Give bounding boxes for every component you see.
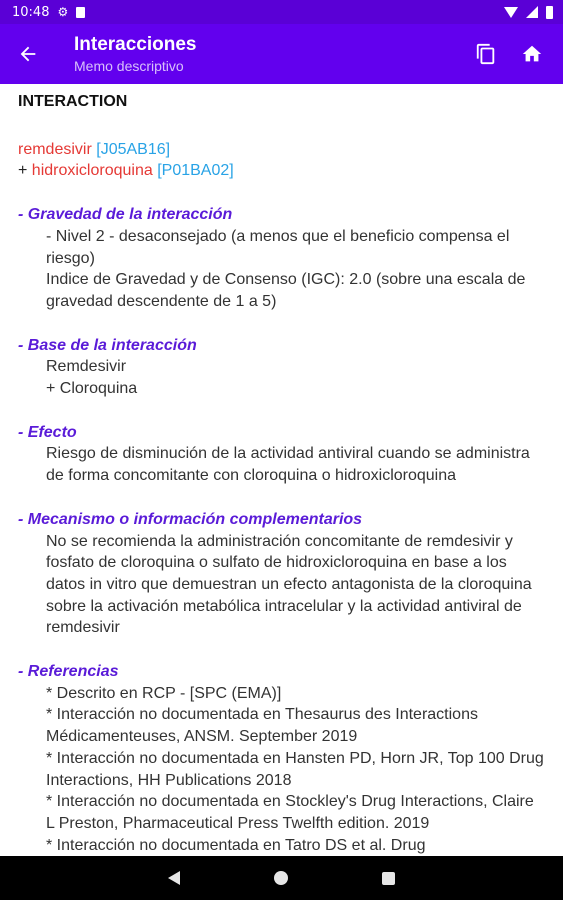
section-title: - Base de la interacción <box>18 336 197 354</box>
signal-icon <box>526 6 538 18</box>
drug-name: remdesivir <box>18 140 92 158</box>
system-nav-bar <box>0 856 563 900</box>
home-icon <box>521 43 543 65</box>
status-bar <box>0 0 563 24</box>
drug-line-1 <box>18 139 545 161</box>
section-severity <box>18 204 545 313</box>
section-body <box>18 356 545 399</box>
status-time: 10:48 <box>12 4 50 20</box>
reference-item: * Interacción no documentada en Thesaurus des Interactions Médicamenteuses, ANSM. September 2019 <box>46 706 478 746</box>
nav-back-icon[interactable] <box>168 871 180 885</box>
copy-button[interactable] <box>463 24 509 84</box>
section-title: - Mecanismo o información complementarios <box>18 510 363 528</box>
nav-home-icon[interactable] <box>274 871 288 885</box>
section-body <box>18 226 545 313</box>
sd-card-icon <box>76 7 85 18</box>
section-mechanism <box>18 509 545 639</box>
section-line: - Nivel 2 - desaconsejado (a menos que el beneficio compensa el riesgo) <box>46 227 510 267</box>
home-button[interactable] <box>509 24 555 84</box>
wifi-icon <box>504 7 518 18</box>
drug-code: [J05AB16] <box>96 140 171 158</box>
nav-recents-icon[interactable] <box>382 872 395 885</box>
reference-item: * Descrito en RCP - [SPC (EMA)] <box>46 684 282 702</box>
section-line: Remdesivir <box>46 358 127 376</box>
content-heading: INTERACTION <box>18 93 128 110</box>
back-arrow-icon <box>17 43 39 65</box>
section-line: No se recomienda la administración concomitante de remdesivir y fosfato de cloroquina o sulfato de hidroxicloroquina en base a los datos in vitro que demuestran un efecto antagonista de la cloroquina sobre la activación metabólica intracelular y la actividad antiviral de remdesivir <box>46 532 532 637</box>
section-body <box>18 531 545 640</box>
section-title: - Gravedad de la interacción <box>18 206 233 224</box>
section-title: - Efecto <box>18 423 77 441</box>
drug-prefix: + <box>18 162 32 180</box>
status-left <box>12 5 85 20</box>
section-effect <box>18 422 545 487</box>
drug-code: [P01BA02] <box>157 162 234 180</box>
section-basis <box>18 335 545 400</box>
status-right <box>504 6 553 19</box>
gear-icon: ⚙ <box>57 5 69 19</box>
section-title: - Referencias <box>18 663 119 681</box>
section-line: + Cloroquina <box>46 380 138 398</box>
drug-line-2 <box>18 160 545 182</box>
back-button[interactable] <box>0 24 56 84</box>
copy-icon <box>475 43 497 65</box>
reference-item: * Interacción no documentada en Tatro DS et al. Drug <box>46 836 426 854</box>
section-line: Riesgo de disminución de la actividad antiviral cuando se administra de forma concomitante con cloroquina o hidroxicloroquina <box>46 445 530 485</box>
section-body <box>18 683 545 856</box>
page-subtitle: Memo descriptivo <box>74 57 184 74</box>
app-bar <box>0 24 563 84</box>
reference-item: * Interacción no documentada en Stockley's Drug Interactions, Claire L Preston, Pharmaceutical Press Twelfth edition. 2019 <box>46 793 534 832</box>
section-body <box>18 443 545 486</box>
app-bar-titles <box>56 34 463 75</box>
section-line: Indice de Gravedad y de Consenso (IGC): 2.0 (sobre una escala de gravedad descendente de 1 a 5) <box>46 271 526 310</box>
memo-content[interactable] <box>0 84 563 856</box>
reference-item: * Interacción no documentada en Hansten PD, Horn JR, Top 100 Drug Interactions, HH Publications 2018 <box>46 749 544 789</box>
page-title: Interacciones <box>74 33 197 55</box>
drug-name: hidroxicloroquina <box>31 162 153 180</box>
battery-icon <box>546 6 553 19</box>
section-references <box>18 661 545 856</box>
